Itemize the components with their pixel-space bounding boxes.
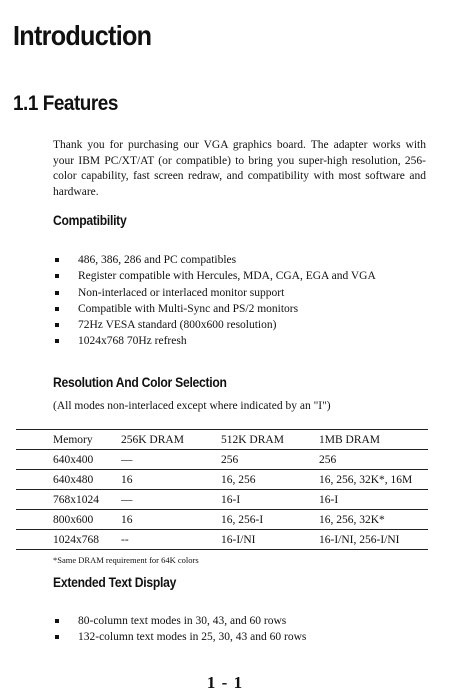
table-cell: 800x600 bbox=[16, 510, 121, 530]
bullet-icon bbox=[55, 635, 59, 639]
table-header-row bbox=[16, 430, 428, 450]
extended-text-heading: Extended Text Display bbox=[53, 575, 177, 590]
list-item-text: 132-column text modes in 25, 30, 43 and 60 rows bbox=[78, 631, 307, 644]
list-item bbox=[53, 629, 306, 645]
table-cell: 256 bbox=[319, 450, 428, 470]
table-cell: 256 bbox=[221, 450, 319, 470]
table-cell: 640x480 bbox=[16, 470, 121, 490]
list-item-text: Compatible with Multi-Sync and PS/2 monitors bbox=[78, 302, 299, 315]
table-row bbox=[16, 450, 428, 470]
table-row bbox=[16, 530, 428, 550]
table-cell: — bbox=[121, 490, 221, 510]
table-cell: 16 bbox=[121, 470, 221, 490]
table-cell: 1024x768 bbox=[16, 530, 121, 550]
table-cell: 16-I/NI, 256-I/NI bbox=[319, 530, 428, 550]
table-cell: 16, 256, 32K*, 16M bbox=[319, 470, 428, 490]
table-cell: 16 bbox=[121, 510, 221, 530]
resolution-table bbox=[16, 429, 428, 550]
bullet-icon bbox=[55, 339, 59, 343]
list-item-text: 80-column text modes in 30, 43, and 60 rows bbox=[78, 615, 287, 627]
list-item bbox=[53, 613, 306, 629]
bullet-icon bbox=[55, 619, 59, 623]
table-row bbox=[16, 510, 428, 530]
section-title: 1.1 Features bbox=[13, 92, 118, 115]
table-cell: 16, 256-I bbox=[221, 510, 319, 530]
table-cell: 640x400 bbox=[16, 450, 121, 470]
list-item-text: 486, 386, 286 and PC compatibles bbox=[78, 254, 237, 266]
table-cell: 16-I/NI bbox=[221, 530, 319, 550]
list-item bbox=[53, 285, 376, 301]
list-item-text: Register compatible with Hercules, MDA, CGA, EGA and VGA bbox=[78, 270, 376, 283]
table-cell: -- bbox=[121, 530, 221, 550]
list-item-text: 72Hz VESA standard (800x600 resolution) bbox=[78, 319, 277, 332]
table-cell: 16, 256, 32K* bbox=[319, 510, 428, 530]
bullet-icon bbox=[55, 274, 59, 278]
bullet-icon bbox=[55, 291, 59, 295]
list-item bbox=[53, 268, 376, 284]
table-row bbox=[16, 470, 428, 490]
chapter-title: Introduction bbox=[13, 20, 152, 51]
table-cell: — bbox=[121, 450, 221, 470]
bullet-icon bbox=[55, 258, 59, 262]
list-item bbox=[53, 333, 376, 349]
table-footnote: *Same DRAM requirement for 64K colors bbox=[53, 555, 199, 565]
column-header-512k: 512K DRAM bbox=[221, 430, 319, 450]
table-cell: 16-I bbox=[221, 490, 319, 510]
column-header-1mb: 1MB DRAM bbox=[319, 430, 428, 450]
interlace-note: (All modes non-interlaced except where indicated by an "I") bbox=[53, 400, 331, 412]
table-row bbox=[16, 490, 428, 510]
list-item-text: Non-interlaced or interlaced monitor support bbox=[78, 286, 285, 299]
intro-paragraph: Thank you for purchasing our VGA graphics board. The adapter works with your IBM PC/XT/AT (or compatible) to bring you super-high resolution, 256-color capability, fast screen redraw, and compatibility with most software and hardware. bbox=[53, 139, 426, 198]
table-cell: 16-I bbox=[319, 490, 428, 510]
table-cell: 16, 256 bbox=[221, 470, 319, 490]
list-item bbox=[53, 301, 376, 317]
bullet-icon bbox=[55, 323, 59, 327]
list-item bbox=[53, 317, 376, 333]
compatibility-heading: Compatibility bbox=[53, 213, 127, 228]
compatibility-list bbox=[53, 252, 376, 350]
list-item bbox=[53, 252, 376, 268]
list-item-text: 1024x768 70Hz refresh bbox=[78, 335, 187, 348]
page-number: 1 - 1 bbox=[206, 673, 244, 692]
extended-text-list bbox=[53, 613, 306, 646]
bullet-icon bbox=[55, 307, 59, 311]
column-header-memory: Memory bbox=[16, 430, 121, 450]
table-cell: 768x1024 bbox=[16, 490, 121, 510]
resolution-heading: Resolution And Color Selection bbox=[53, 375, 227, 390]
column-header-256k: 256K DRAM bbox=[121, 430, 221, 450]
